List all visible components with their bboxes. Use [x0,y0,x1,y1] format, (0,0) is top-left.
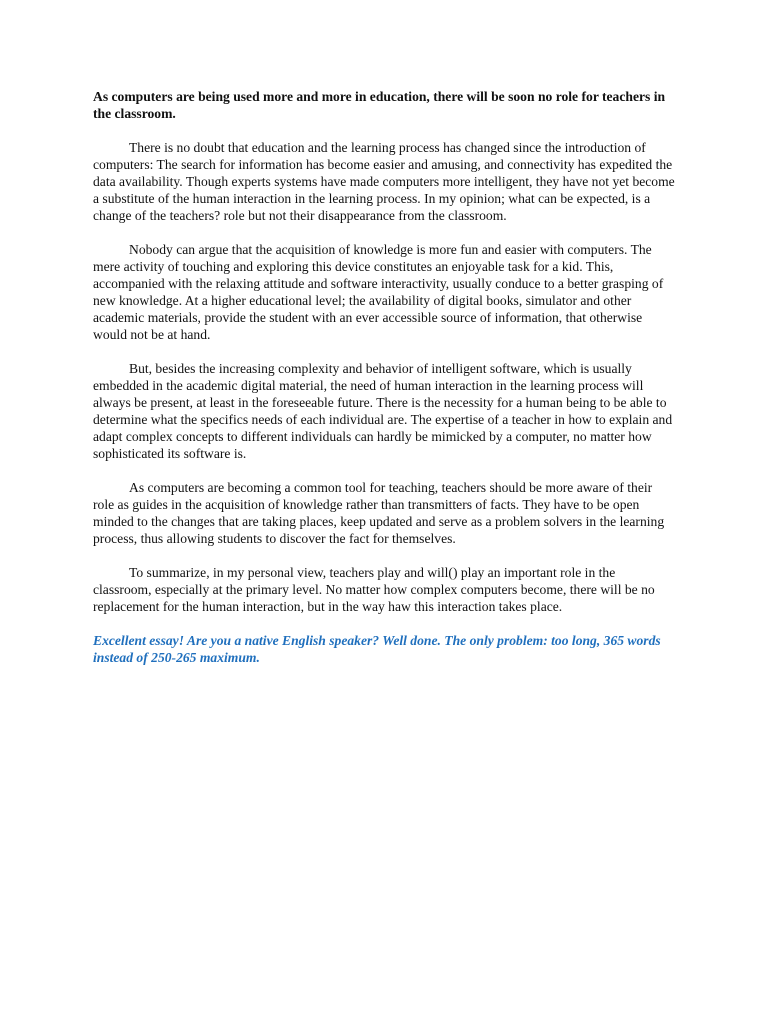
essay-paragraph-5: To summarize, in my personal view, teachers play and will() play an important role in the classroom, especially at the primary level. No matter how complex computers become, there will be no replacement for the human interaction, but in the way haw this interaction takes place. [93,565,655,614]
teacher-comment: Excellent essay! Are you a native English speaker? Well done. The only problem: too long, 365 words instead of 250-265 maximum. [93,633,661,665]
essay-title: As computers are being used more and more in education, there will be soon no role for teachers in the classroom. [93,89,666,121]
essay-paragraph-4: As computers are becoming a common tool for teaching, teachers should be more aware of their role as guides in the acquisition of knowledge rather than transmitters of facts. They have to be open minded to the changes that are taking places, keep updated and serve as a problem solvers in the learning process, thus allowing students to discover the fact for themselves. [93,480,665,546]
essay-body [93,88,675,666]
essay-paragraph-2: Nobody can argue that the acquisition of knowledge is more fun and easier with computers. The mere activity of touching and exploring this device constitutes an enjoyable task for a kid. This, accompanied with the relaxing attitude and software interactivity, usually conduce to a better grasping of new knowledge. At a higher educational level; the availability of digital books, simulator and other academic materials, provide the student with an ever accessible source of information, that otherwise would not be at hand. [93,242,664,342]
essay-paragraph-1: There is no doubt that education and the learning process has changed since the introduction of computers: The search for information has become easier and amusing, and connectivity has expedited the data availability. Though experts systems have made computers more intelligent, they have not yet become a substitute of the human interaction in the learning process. In my opinion; what can be expected, is a change of the teachers? role but not their disappearance from the classroom. [93,140,675,223]
essay-paragraph-3: But, besides the increasing complexity and behavior of intelligent software, which is usually embedded in the academic digital material, the need of human interaction in the learning process will always be present, at least in the foreseeable future. There is the necessity for a human being to be able to determine what the specifics needs of each individual are. The expertise of a teacher in how to explain and adapt complex concepts to different individuals can hardly be mimicked by a computer, no matter how sophisticated its software is. [93,361,673,461]
